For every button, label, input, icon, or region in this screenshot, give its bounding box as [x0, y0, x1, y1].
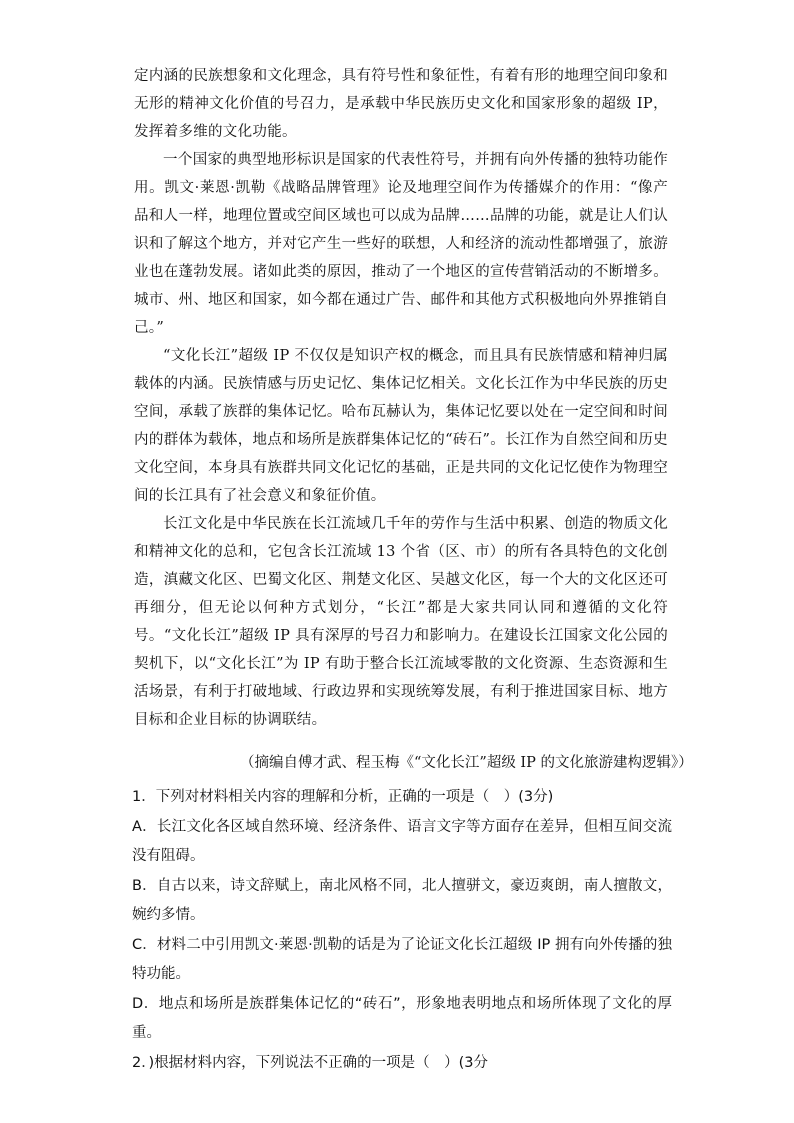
question-1-option-d: D．地点和场所是族群集体记忆的“砖石”，形象地表明地点和场所体现了文化的厚重。: [132, 995, 672, 1041]
passage-paragraph-continued: 定内涵的民族想象和文化理念，具有符号性和象征性，有着有形的地理空间印象和无形的精神文化价值的号召力，是承载中华民族历史文化和国家形象的超级 IP，发挥着多维的文化功能。: [134, 68, 668, 140]
reading-passage: [134, 62, 668, 734]
passage-paragraph-4: 长江文化是中华民族在长江流域几千年的劳作与生活中积累、创造的物质文化和精神文化的总和，它包含长江流域 13 个省（区、市）的所有各具特色的文化创造，滇藏文化区、巴蜀文化区、荆楚文化区、吴越文化区，每一个大的文化区还可再细分，但无论以何种方式划分，“长江”都是大家共同认同和遵循的文化符号。“文化长江”超级 IP 具有深厚的号召力和影响力。在建设长江国家文化公园的契机下，以“文化长江”为 IP 有助于整合长江流域零散的文化资源、生态资源和生活场景，有利于打破地域、行政边界和实现统筹发展，有利于推进国家目标、地方目标和企业目标的协调联结。: [134, 516, 668, 728]
question-1-stem: 1．下列对材料相关内容的理解和分析，正确的一项是（ ）(3分): [132, 789, 554, 805]
question-1-option-a: A．长江文化各区域自然环境、经济条件、语言文字等方面存在差异，但相互间交流没有阻碍。: [132, 818, 672, 864]
passage-paragraph-2: 一个国家的典型地形标识是国家的代表性符号，并拥有向外传播的独特功能作用。凯文·莱恩·凯勒《战略品牌管理》论及地理空间作为传播媒介的作用：“像产品和人一样，地理位置或空间区域也可以成为品牌……品牌的功能，就是让人们认识和了解这个地方，并对它产生一些好的联想，人和经济的流动性都增强了，旅游业也在蓬勃发展。诸如此类的原因，推动了一个地区的宣传营销活动的不断增多。城市、州、地区和国家，如今都在通过广告、邮件和其他方式积极地向外界推销自己。”: [134, 152, 668, 336]
question-1-option-b: B．自古以来，诗文辞赋上，南北风格不同，北人擅骈文，豪迈爽朗，南人擅散文，婉约多情。: [132, 877, 672, 923]
passage-paragraph-3: “文化长江”超级 IP 不仅仅是知识产权的概念，而且具有民族情感和精神归属载体的内涵。民族情感与历史记忆、集体记忆相关。文化长江作为中华民族的历史空间，承载了族群的集体记忆。哈布瓦赫认为，集体记忆要以处在一定空间和时间内的群体为载体，地点和场所是族群集体记忆的“砖石”。长江作为自然空间和历史文化空间，本身具有族群共同文化记忆的基础，正是共同的文化记忆使作为物理空间的长江具有了社会意义和象征价值。: [134, 348, 668, 504]
question-1-option-c: C．材料二中引用凯文·莱恩·凯勒的话是为了论证文化长江超级 IP 拥有向外传播的独特功能。: [132, 936, 672, 982]
question-2-stem: 2．)根据材料内容，下列说法不正确的一项是（ ）(3分: [132, 1054, 489, 1071]
source-citation: （摘编自傅才武、程玉梅《“文化长江”超级 IP 的文化旅游建构逻辑》）: [240, 755, 693, 771]
question-section: [132, 783, 672, 1078]
